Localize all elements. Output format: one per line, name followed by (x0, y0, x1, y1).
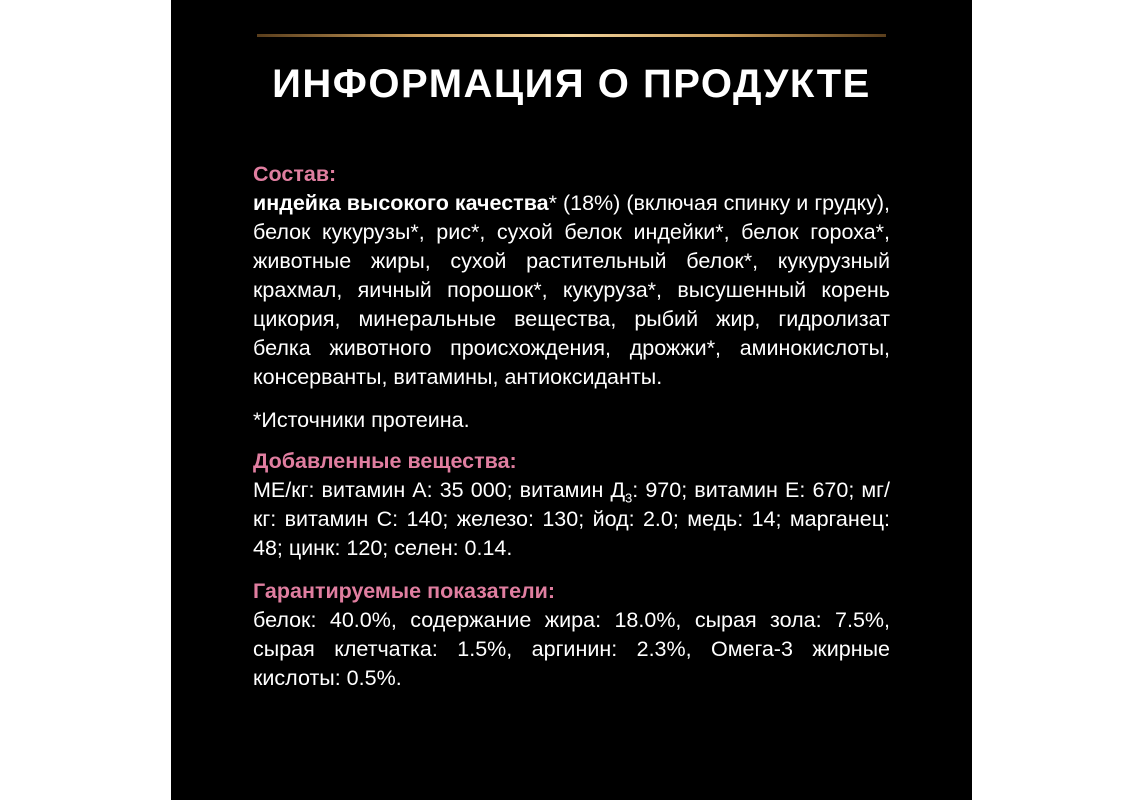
product-info-content (253, 160, 890, 693)
protein-note: *Источники протеина. (253, 408, 470, 432)
gold-divider (257, 34, 886, 37)
composition-lead: индейка высокого качества (253, 191, 549, 215)
additives-heading: Добавленные вещества: (253, 449, 517, 473)
composition-body: * (18%) (включая спинку и грудку), белок кукурузы*, рис*, сухой белок индейки*, белок гороха*, животные жиры, сухой растительный белок*, кукурузный крахмал, яичный порошок*, кукуруза*, высушенный корень цикория, минеральные вещества, рыбий жир, гидролизат белка животного происхождения, дрожжи*, аминокислоты, консерванты, витамины, антиоксиданты. (253, 191, 890, 389)
page-title: ИНФОРМАЦИЯ О ПРОДУКТЕ (272, 62, 871, 106)
additives-text (253, 476, 890, 563)
guaranteed-text: белок: 40.0%, содержание жира: 18.0%, сырая зола: 7.5%, сырая клетчатка: 1.5%, аргинин: 2.3%, Омега-3 жирные кислоты: 0.5%. (253, 608, 890, 690)
composition-text (253, 189, 890, 392)
product-info-card (171, 0, 972, 800)
additives-body-1: МЕ/кг: витамин А: 35 000; витамин Д (253, 478, 626, 502)
vitamin-d-subscript: 3 (625, 490, 633, 506)
guaranteed-heading: Гарантируемые показатели: (253, 579, 556, 603)
additives-body-2: : 970; витамин Е: 670; мг/кг: витамин С: 140; железо: 130; йод: 2.0; медь: 14; марганец: 48; цинк: 120; селен: 0.14. (253, 478, 890, 560)
composition-heading: Состав: (253, 162, 337, 186)
